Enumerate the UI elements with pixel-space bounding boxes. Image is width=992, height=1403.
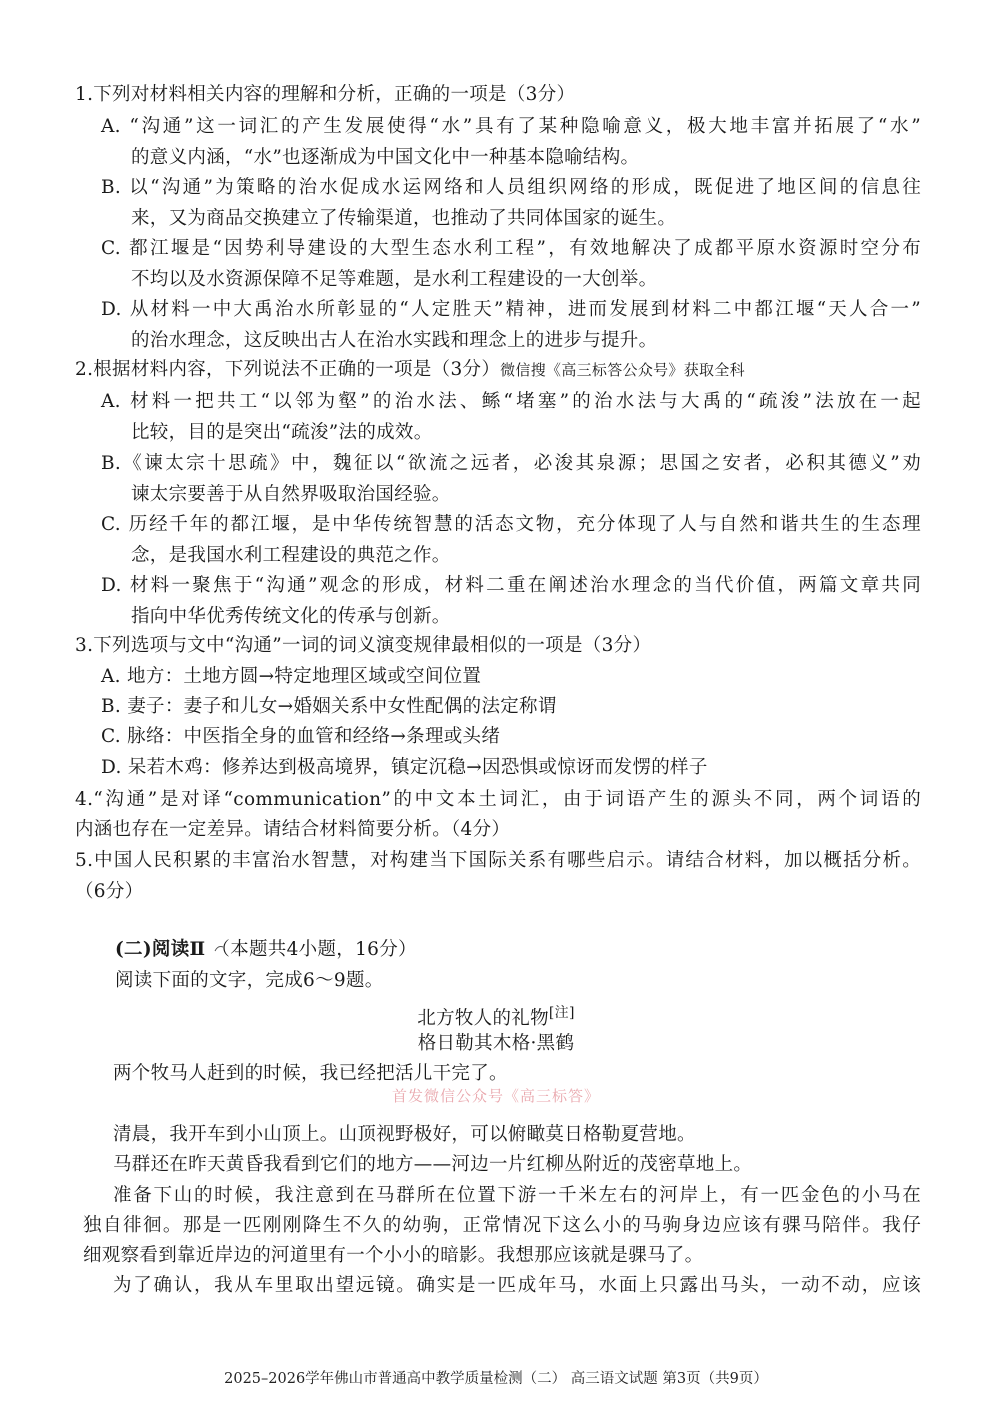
q1-option-a-line1: A. “沟通”这一词汇的产生发展使得“水”具有了某种隐喻意义，极大地丰富并拓展了“水” [101,116,921,137]
section-heading [115,937,417,963]
q1-option-d-line1: D. 从材料一中大禹治水所彰显的“人定胜天”精神，进而发展到材料二中都江堰“天人合一” [101,299,921,320]
passage-author: 格日勒其木格·黑鹤 [417,1033,575,1054]
section-heading-rest: （本题共4小题，16分） [211,939,417,960]
q2-option-c-line2: 念，是我国水利工程建设的典范之作。 [131,545,451,566]
q2-stem-text: 2.根据材料内容，下列说法不正确的一项是（3分） [75,359,501,380]
q1-option-c-line1: C. 都江堰是“因势利导建设的大型生态水利工程”，有效地解决了成都平原水资源时空分布 [101,238,921,259]
q2-option-c-line1: C. 历经千年的都江堰，是中华传统智慧的活态文物，充分体现了人与自然和谐共生的生态理 [101,514,921,535]
passage-paragraph-2: 清晨，我开车到小山顶上。山顶视野极好，可以俯瞰莫日格勒夏营地。 [113,1124,696,1145]
q2-option-d-line1: D. 材料一聚焦于“沟通”观念的形成，材料二重在阐述治水理念的当代价值，两篇文章共同 [101,575,921,596]
q2-option-b-line1: B.《谏太宗十思疏》中，魏征以“欲流之远者，必浚其泉源；思国之安者，必积其德义”劝 [101,453,921,474]
q1-option-b-line1: B. 以“沟通”为策略的治水促成水运网络和人员组织网络的形成，既促进了地区间的信息往 [101,177,921,198]
q1-stem: 1.下列对材料相关内容的理解和分析，正确的一项是（3分） [75,84,576,105]
section-heading-label: (二)阅读Ⅱ [115,939,206,960]
page-footer: 2025–2026学年佛山市普通高中教学质量检测（二） 高三语文试题 第3页（共9页） [224,1371,768,1387]
watermark-text: 首发微信公众号《高三标答》 [391,1087,600,1105]
passage-paragraph-5-line1: 为了确认，我从车里取出望远镜。确实是一匹成年马，水面上只露出马头，一动不动，应该 [113,1275,921,1296]
passage-title [0,1000,992,1032]
q3-option-a: A. 地方：土地方圆→特定地理区域或空间位置 [101,666,482,687]
q1-option-c-line2: 不均以及水资源保障不足等难题，是水利工程建设的一大创举。 [131,269,658,290]
q2-stem [75,357,745,383]
q4-line1: 4.“沟通”是对译“communication”的中文本土词汇，由于词语产生的源头不同，两个词语的 [75,789,921,810]
q3-option-b: B. 妻子：妻子和儿女→婚姻关系中女性配偶的法定称谓 [101,696,557,717]
q3-option-c: C. 脉络：中医指全身的血管和经络→条理或头绪 [101,726,501,747]
q1-option-d-line2: 的治水理念，这反映出古人在治水实践和理念上的进步与提升。 [131,330,658,351]
q3-option-d: D. 呆若木鸡：修养达到极高境界，镇定沉稳→因恐惧或惊讶而发愣的样子 [101,757,708,778]
passage-paragraph-4-line3: 细观察看到靠近岸边的河道里有一个小小的暗影。我想那应该就是骒马了。 [83,1245,704,1266]
q1-option-a-line2: 的意义内涵，“水”也逐渐成为中国文化中一种基本隐喻结构。 [131,147,640,168]
q2-option-a-line1: A. 材料一把共工“以邻为壑”的治水法、鲧“堵塞”的治水法与大禹的“疏浚”法放在一起 [101,391,921,412]
passage-paragraph-4-line1: 准备下山的时候，我注意到在马群所在位置下游一千米左右的河岸上，有一匹金色的小马在 [113,1185,921,1206]
q2-stem-note: 微信搜《高三标答公众号》获取全科 [500,361,745,379]
q1-option-b-line2: 来，又为商品交换建立了传输渠道，也推动了共同体国家的诞生。 [131,208,677,229]
passage-title-note: [注] [548,1005,575,1021]
passage-paragraph-4-line2: 独自徘徊。那是一匹刚刚降生不久的幼驹，正常情况下这么小的马驹身边应该有骒马陪伴。我仔 [83,1215,921,1236]
passage-paragraph-3: 马群还在昨天黄昏我看到它们的地方——河边一片红柳丛附近的茂密草地上。 [113,1154,753,1175]
q4-line2: 内涵也存在一定差异。请结合材料简要分析。（4分） [75,819,511,840]
q2-option-a-line2: 比较，目的是突出“疏浚”法的成效。 [131,422,433,443]
passage-title-text: 北方牧人的礼物 [417,1008,549,1030]
section-instruction: 阅读下面的文字，完成6～9题。 [115,970,384,991]
passage-paragraph-1: 两个牧马人赶到的时候，我已经把活儿干完了。 [113,1063,508,1084]
q2-option-d-line2: 指向中华优秀传统文化的传承与创新。 [131,606,451,627]
q2-option-b-line2: 谏太宗要善于从自然界吸取治国经验。 [131,484,451,505]
q5-line2: （6分） [75,881,144,902]
pen-mark-icon [214,935,224,945]
q5-line1: 5.中国人民积累的丰富治水智慧，对构建当下国际关系有哪些启示。请结合材料，加以概括分析。 [75,850,921,871]
q3-stem: 3.下列选项与文中“沟通”一词的词义演变规律最相似的一项是（3分） [75,635,652,656]
